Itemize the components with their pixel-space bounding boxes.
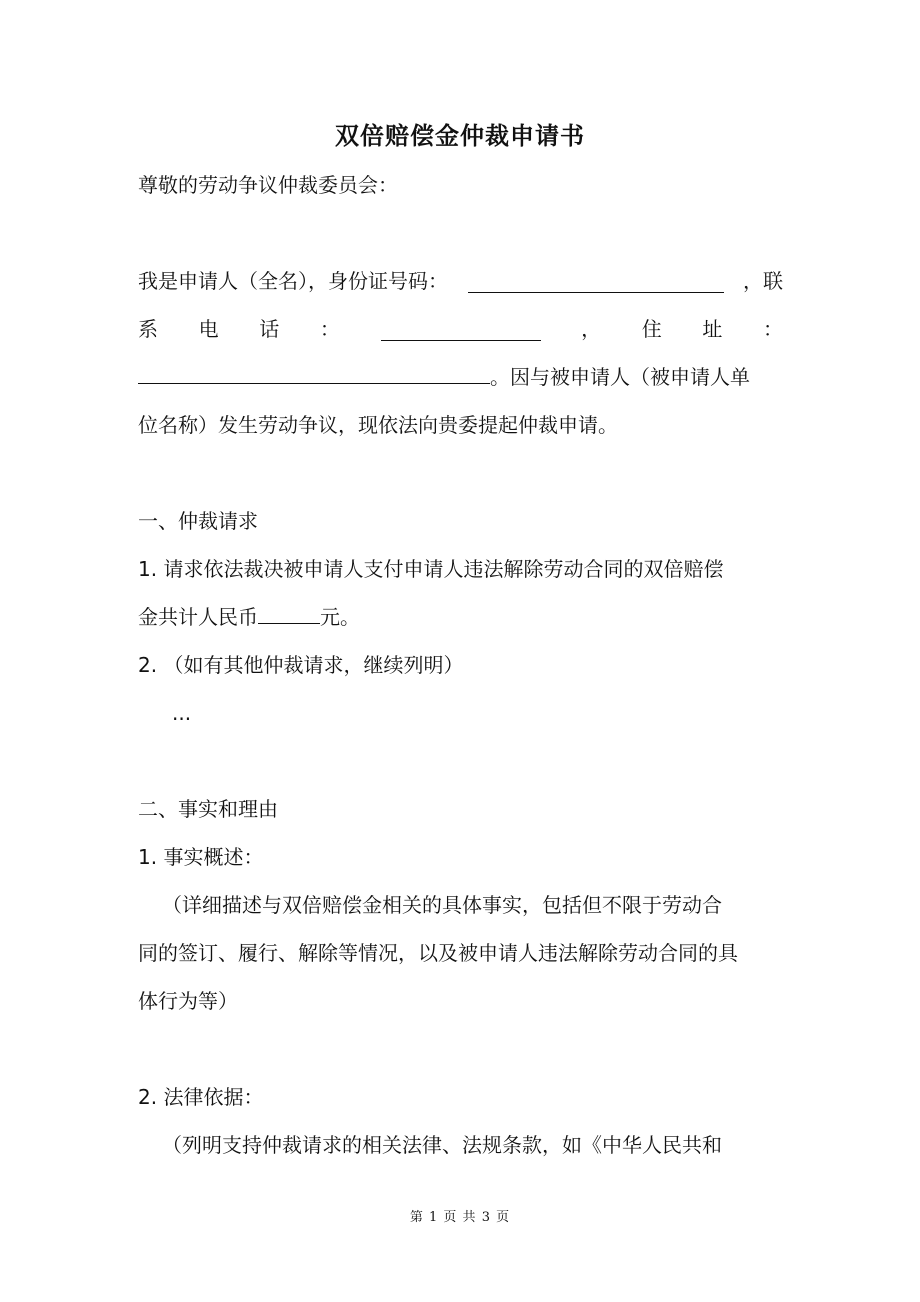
address-blank xyxy=(138,361,490,384)
intro-line-2 xyxy=(138,313,783,345)
contact-label-char: 电 xyxy=(198,317,219,341)
law-heading: 2. 法律依据： xyxy=(138,1085,264,1109)
document-title: 双倍赔偿金仲裁申请书 xyxy=(335,121,585,150)
law-line-1: （列明支持仲裁请求的相关法律、法规条款，如《中华人民共和 xyxy=(162,1133,722,1157)
claim-1-text-a: 金共计人民币 xyxy=(138,605,258,629)
address-label-char: ： xyxy=(763,317,783,341)
section-1-heading: 一、仲裁请求 xyxy=(138,509,258,533)
address-label-char: 住 xyxy=(641,317,662,341)
id-number-blank xyxy=(468,270,724,293)
claim-1-line-1: 1. 请求依法裁决被申请人支付申请人违法解除劳动合同的双倍赔偿 xyxy=(138,557,724,581)
contact-label-char: ， xyxy=(581,317,602,341)
address-label-char: 址 xyxy=(702,317,723,341)
intro-text-3: 。因与被申请人（被申请人单 xyxy=(490,365,750,389)
intro-line-4: 位名称）发生劳动争议，现依法向贵委提起仲裁申请。 xyxy=(138,413,618,437)
fact-line-1: （详细描述与双倍赔偿金相关的具体事实，包括但不限于劳动合 xyxy=(162,893,722,917)
contact-label-char: 系 xyxy=(138,317,158,341)
intro-text-2: ，联 xyxy=(743,269,783,293)
claim-1-line-2 xyxy=(138,601,783,633)
claim-2: 2. （如有其他仲裁请求，继续列明） xyxy=(138,653,464,677)
contact-label-char: ： xyxy=(319,317,340,341)
fact-heading: 1. 事实概述： xyxy=(138,845,264,869)
intro-line-1 xyxy=(138,265,783,297)
section-2-heading: 二、事实和理由 xyxy=(138,797,278,821)
intro-text-1: 我是申请人（全名），身份证号码： xyxy=(138,269,448,293)
phone-blank xyxy=(381,318,541,341)
page-number: 第 1 页 共 3 页 xyxy=(409,1210,511,1225)
fact-line-2: 同的签订、履行、解除等情况，以及被申请人违法解除劳动合同的具 xyxy=(138,941,738,965)
intro-line-3 xyxy=(138,361,783,393)
claims-ellipsis: ... xyxy=(172,701,192,725)
contact-label-char: 话 xyxy=(259,317,280,341)
fact-line-3: 体行为等） xyxy=(138,989,238,1013)
claim-1-text-b: 元。 xyxy=(320,605,360,629)
amount-blank xyxy=(258,601,320,624)
salutation: 尊敬的劳动争议仲裁委员会： xyxy=(138,173,398,197)
